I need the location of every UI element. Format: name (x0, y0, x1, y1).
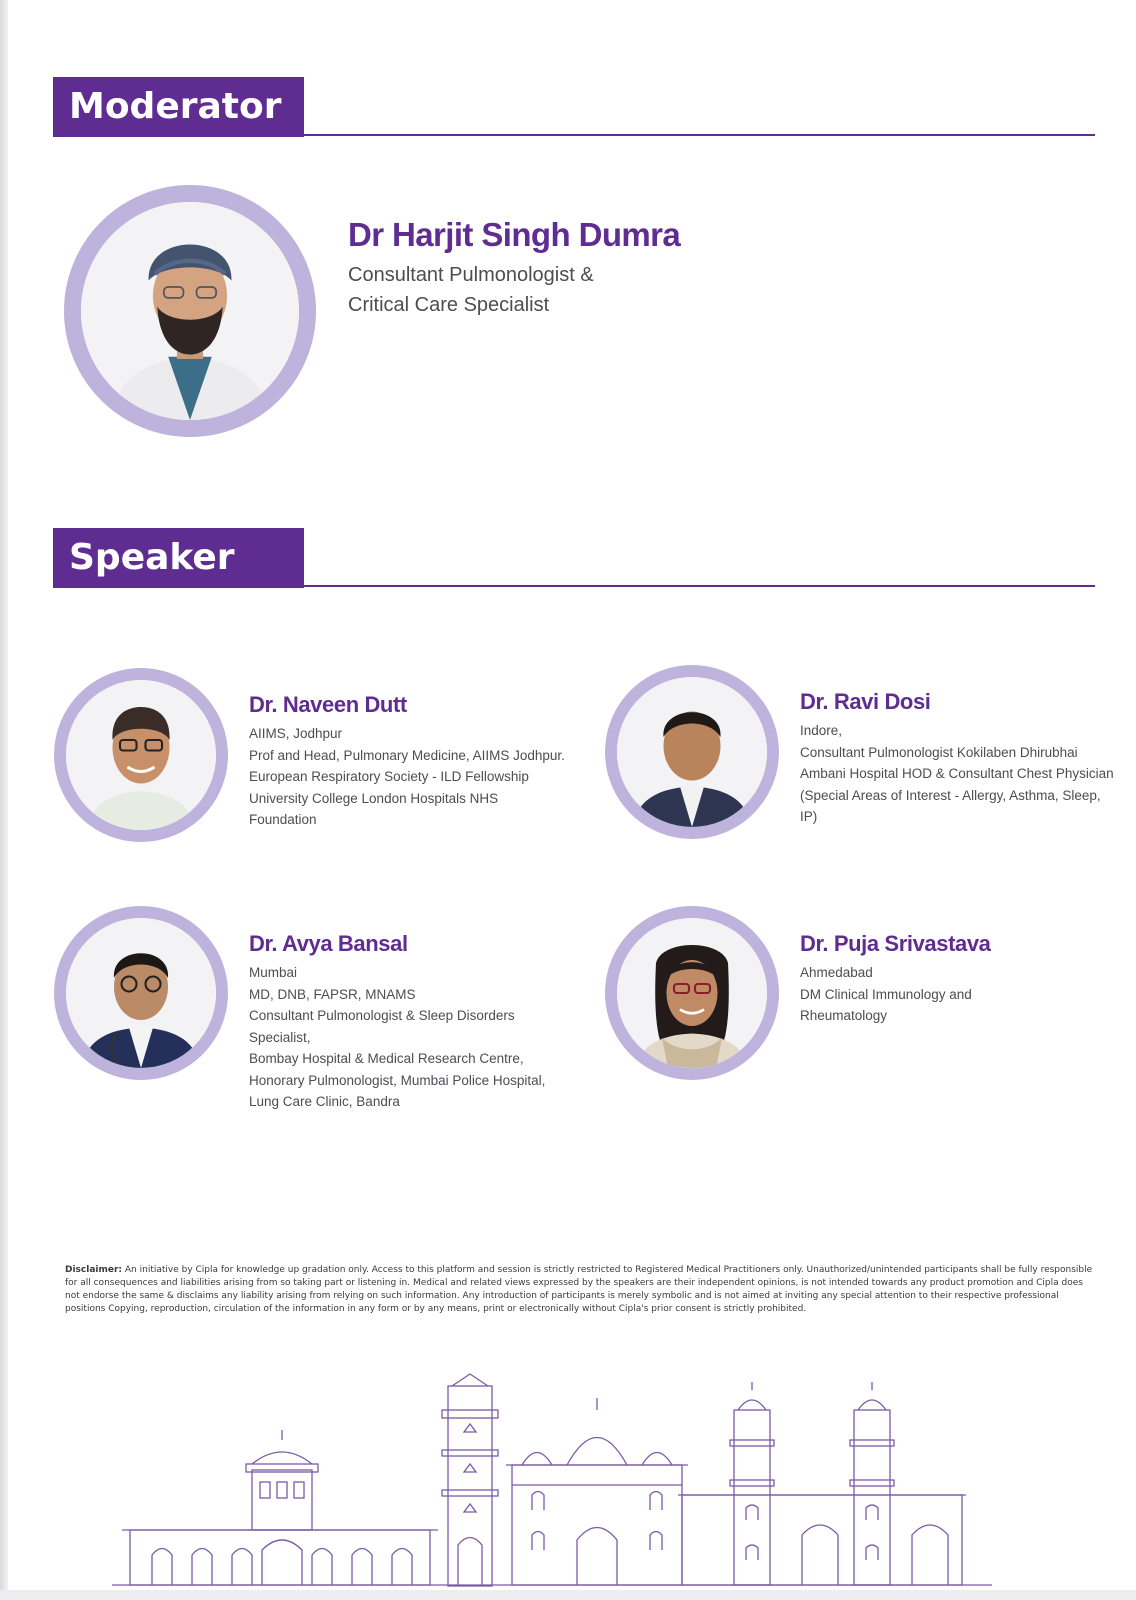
speaker-name: Dr. Naveen Dutt (249, 692, 407, 717)
speaker-detail-line: Prof and Head, Pulmonary Medicine, AIIMS Jodhpur. (249, 747, 565, 763)
speaker-card-ravi-dosi (800, 689, 1136, 828)
page-bottom-edge (0, 1590, 1136, 1600)
speaker-card-naveen-dutt (249, 692, 589, 831)
moderator-designation-line-1: Consultant Pulmonologist & (348, 264, 594, 286)
speaker-detail-line: AIIMS, Jodhpur (249, 726, 343, 741)
speaker-name: Dr. Avya Bansal (249, 931, 408, 956)
moderator-header-rule (304, 134, 1095, 136)
speaker-detail-line: Mumbai (249, 965, 298, 980)
speaker-card-avya-bansal (249, 931, 589, 1113)
speaker-name: Dr. Puja Srivastava (800, 931, 991, 956)
moderator-photo (64, 185, 316, 437)
speaker-name: Dr. Ravi Dosi (800, 689, 931, 714)
disclaimer (65, 1264, 1095, 1316)
speaker-detail-line: (Special Areas of Interest - Allergy, Asthma, Sleep, (800, 787, 1101, 803)
speaker-detail-line: Ambani Hospital HOD & Consultant Chest Physician (800, 766, 1114, 781)
moderator-name: Dr Harjit Singh Dumra (348, 216, 681, 253)
speaker-portrait-illustration (617, 918, 767, 1068)
speaker-section-title: Speaker (53, 528, 304, 588)
moderator-header (53, 77, 1095, 137)
moderator-section-title: Moderator (53, 77, 304, 137)
speaker-photo-puja-srivastava (605, 906, 779, 1080)
speaker-detail-line: Honorary Pulmonologist, Mumbai Police Hospital, (249, 1072, 546, 1088)
speaker-detail-line: IP) (800, 809, 818, 824)
disclaimer-label: Disclaimer: (65, 1265, 123, 1275)
moderator-portrait-illustration (81, 202, 299, 420)
moderator-designation-line-2: Critical Care Specialist (348, 294, 550, 316)
speaker-detail-line: Indore, (800, 723, 843, 738)
speaker-detail-line: Consultant Pulmonologist & Sleep Disorders (249, 1008, 515, 1023)
speaker-header-rule (304, 585, 1095, 587)
speaker-detail-line: Consultant Pulmonologist Kokilaben Dhirubhai (800, 744, 1078, 760)
speaker-detail-line: European Respiratory Society - ILD Fellowship (249, 769, 529, 784)
speaker-detail-line: MD, DNB, FAPSR, MNAMS (249, 986, 416, 1002)
speaker-card-puja-srivastava (800, 931, 1136, 1027)
speaker-portrait-illustration (66, 918, 216, 1068)
speaker-detail-line: Rheumatology (800, 1008, 888, 1023)
speaker-photo-ravi-dosi (605, 665, 779, 839)
speaker-photo-naveen-dutt (54, 668, 228, 842)
page-left-edge (0, 0, 8, 1600)
speaker-detail-line: University College London Hospitals NHS (249, 790, 499, 806)
speaker-portrait-illustration (66, 680, 216, 830)
speaker-portrait-illustration (617, 677, 767, 827)
speaker-header (53, 528, 1095, 588)
speaker-detail-line: Bombay Hospital & Medical Research Centre, (249, 1051, 524, 1066)
speaker-photo-avya-bansal (54, 906, 228, 1080)
city-skyline-illustration (112, 1370, 992, 1588)
speaker-detail-line: Specialist, (249, 1029, 311, 1045)
disclaimer-text: An initiative by Cipla for knowledge up gradation only. Access to this platform and session is strictly restricted to Registered Medical Practitioners only. Unauthorized/unintended participants shall be fully responsible for all consequences and liabilities arising from so taking part or listening in. Medical and related views expressed by the speakers are their independent opinions, is not intended towards any product promotion and Cipla does not endorse the same & disclaims any liability arising from relying on such information. Any introduction of participants is merely symbolic and is not aimed at inviting any special attention to their respective professional positions Copying, reproduction, circulation of the information in any form or by any means, print or electronically without Cipla's prior consent is strictly prohibited. (65, 1265, 1093, 1314)
speaker-detail-line: Lung Care Clinic, Bandra (249, 1094, 400, 1109)
speaker-detail-line: Ahmedabad (800, 965, 873, 980)
speaker-detail-line: DM Clinical Immunology and (800, 986, 972, 1002)
speaker-detail-line: Foundation (249, 812, 317, 827)
